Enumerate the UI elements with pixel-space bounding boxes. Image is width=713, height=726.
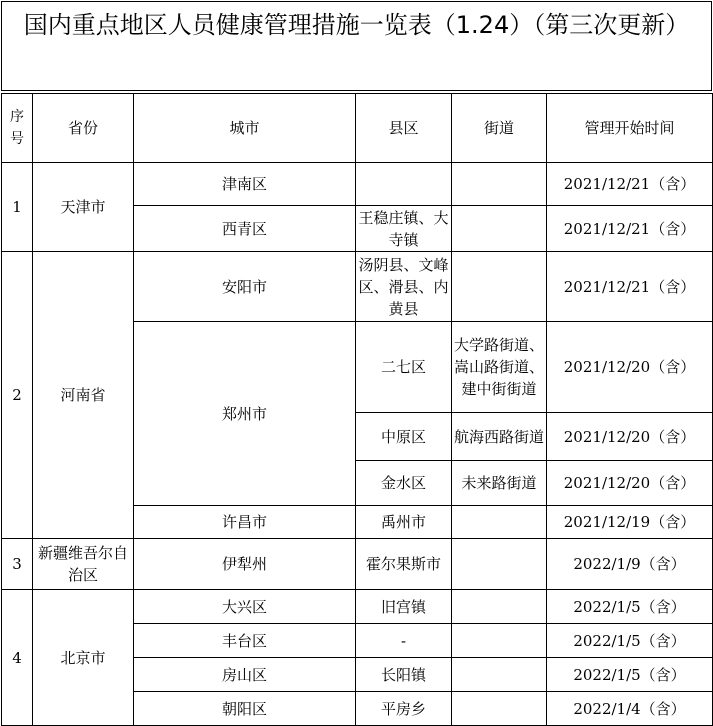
cell-county: 霍尔果斯市 [356, 539, 452, 590]
table-row [2, 163, 713, 206]
cell-county: 禹州市 [356, 506, 452, 539]
health-management-table [1, 93, 713, 726]
cell-city: 许昌市 [134, 506, 356, 539]
header-province: 省份 [33, 94, 134, 163]
cell-street [452, 658, 547, 692]
cell-date: 2022/1/5（含） [547, 658, 713, 692]
cell-city: 大兴区 [134, 590, 356, 624]
cell-date: 2022/1/9（含） [547, 539, 713, 590]
table-row [2, 590, 713, 624]
cell-street: 未来路街道 [452, 461, 547, 506]
cell-province: 北京市 [33, 590, 134, 726]
cell-street [452, 252, 547, 322]
cell-date: 2021/12/19（含） [547, 506, 713, 539]
header-no: 序号 [2, 94, 33, 163]
cell-street [452, 590, 547, 624]
cell-date: 2021/12/20（含） [547, 413, 713, 461]
cell-county: 长阳镇 [356, 658, 452, 692]
cell-county: 平房乡 [356, 692, 452, 726]
cell-date: 2021/12/20（含） [547, 461, 713, 506]
header-street: 街道 [452, 94, 547, 163]
cell-province: 新疆维吾尔自治区 [33, 539, 134, 590]
cell-county: 汤阴县、文峰区、滑县、内黄县 [356, 252, 452, 322]
cell-street [452, 163, 547, 206]
cell-city: 安阳市 [134, 252, 356, 322]
cell-city: 西青区 [134, 206, 356, 252]
header-row [2, 94, 713, 163]
cell-city: 津南区 [134, 163, 356, 206]
cell-street [452, 206, 547, 252]
cell-county: 金水区 [356, 461, 452, 506]
cell-date: 2021/12/20（含） [547, 322, 713, 413]
cell-county: 中原区 [356, 413, 452, 461]
cell-street: 航海西路街道 [452, 413, 547, 461]
cell-city: 房山区 [134, 658, 356, 692]
cell-city: 郑州市 [134, 322, 356, 506]
page-title: 国内重点地区人员健康管理措施一览表（1.24）（第三次更新） [1, 1, 712, 91]
cell-date: 2021/12/21（含） [547, 206, 713, 252]
cell-no: 1 [2, 163, 33, 252]
cell-province: 河南省 [33, 252, 134, 539]
header-city: 城市 [134, 94, 356, 163]
cell-county: - [356, 624, 452, 658]
cell-city: 朝阳区 [134, 692, 356, 726]
cell-city: 丰台区 [134, 624, 356, 658]
cell-county: 王稳庄镇、大寺镇 [356, 206, 452, 252]
cell-city: 伊犁州 [134, 539, 356, 590]
cell-county: 二七区 [356, 322, 452, 413]
cell-street [452, 539, 547, 590]
cell-date: 2021/12/21（含） [547, 252, 713, 322]
table-row [2, 539, 713, 590]
cell-street: 大学路街道、嵩山路街道、建中街街道 [452, 322, 547, 413]
cell-date: 2022/1/4（含） [547, 692, 713, 726]
cell-no: 4 [2, 590, 33, 726]
cell-province: 天津市 [33, 163, 134, 252]
cell-date: 2022/1/5（含） [547, 590, 713, 624]
cell-date: 2022/1/5（含） [547, 624, 713, 658]
cell-street [452, 692, 547, 726]
table-row [2, 252, 713, 322]
cell-no: 3 [2, 539, 33, 590]
cell-date: 2021/12/21（含） [547, 163, 713, 206]
cell-street [452, 624, 547, 658]
header-start-date: 管理开始时间 [547, 94, 713, 163]
header-county: 县区 [356, 94, 452, 163]
cell-county [356, 163, 452, 206]
cell-county: 旧宫镇 [356, 590, 452, 624]
cell-street [452, 506, 547, 539]
cell-no: 2 [2, 252, 33, 539]
